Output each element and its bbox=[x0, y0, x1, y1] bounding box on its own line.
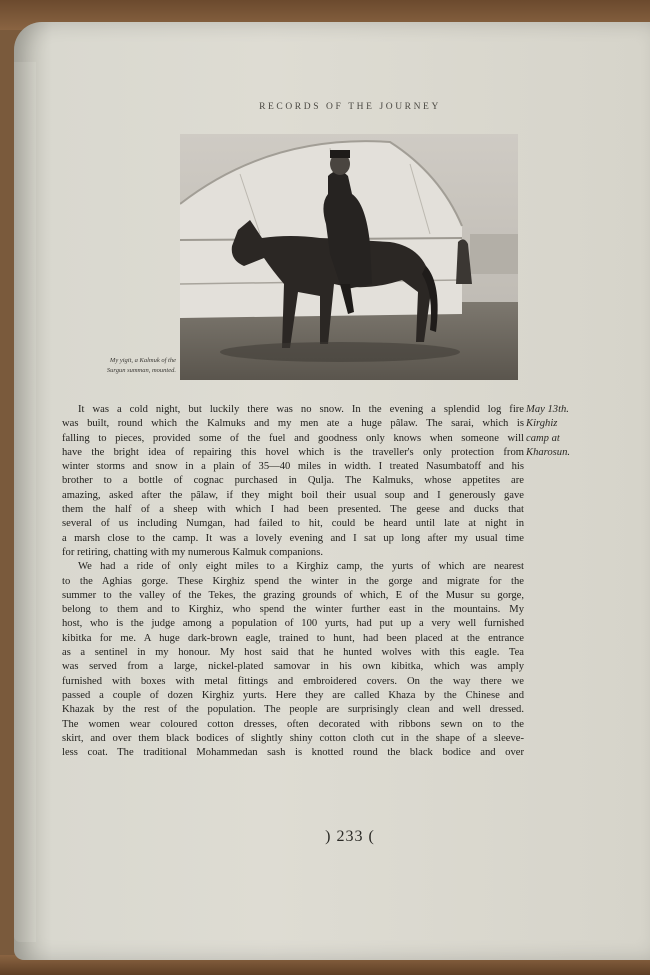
text-line: We had a ride of only eight miles to a Kirghiz camp, the yurts of which are nearest bbox=[78, 561, 524, 573]
text-line: for retiring, chatting with my numerous Kalmuk companions. bbox=[62, 546, 323, 558]
text-line: them the half of a sheep with which I had been presented. The geese and ducks that bbox=[62, 504, 524, 516]
caption-line: My yigit, a Kalmuk of the bbox=[109, 357, 176, 364]
margin-note-line: camp at bbox=[526, 432, 560, 444]
text-line: brother to a bottle of cognac purchased in Qulja. The Kalmuks, whose appetites are bbox=[62, 475, 524, 487]
photograph-kalmuk-horseman bbox=[180, 134, 518, 380]
text-line: The women wear coloured cotton dresses, often decorated with ribbons sewn on to the bbox=[62, 718, 524, 730]
body-text bbox=[62, 403, 524, 760]
text-line: was served from a large, nickel-plated samovar in his own kibitka, which was amply bbox=[62, 661, 524, 673]
text-line: It was a cold night, but luckily there was no snow. In the evening a splendid log fire bbox=[78, 404, 524, 415]
text-line: passed a couple of dozen Kirghiz yurts. Here they are called Khaza by the Chinese and bbox=[62, 689, 524, 701]
text-line: amazing, asked after the pâlaw, if they might boil their usual soup and I generously gave bbox=[62, 489, 524, 501]
text-line: skirt, and over them black bodices of slightly shiny cotton cloth cut in the shape of a sleeve- bbox=[62, 732, 524, 744]
page-number: ) 233 ( bbox=[325, 828, 375, 845]
distant-hills bbox=[470, 234, 518, 274]
margin-note-line: May 13th. bbox=[526, 404, 569, 415]
text-line: several of us including Numgan, had failed to hit, could be heard until late at night in bbox=[62, 518, 524, 530]
text-line: a marsh close to the camp. It was a lovely evening and I sat up long after my usual time bbox=[62, 532, 524, 544]
text-line: to the Aghias gorge. These Kirghiz spend the winter in the gorge and migrate for the bbox=[62, 575, 524, 587]
margin-note-line: Kirghiz bbox=[526, 418, 558, 430]
text-line: kibitka for me. A huge dark-brown eagle, trained to hunt, had been placed at the entrance bbox=[62, 632, 524, 644]
text-line: was built, round which the Kalmuks and my men ate a huge pâlaw. The sarai, which is bbox=[62, 418, 524, 430]
photo-caption bbox=[62, 356, 176, 376]
running-head: RECORDS OF THE JOURNEY bbox=[259, 102, 441, 112]
text-line: winter storms and snow in a plain of 35—40 miles in width. I treated Nasumbatoff and his bbox=[62, 461, 524, 473]
text-line: host, who is the judge among a population of 100 yurts, had put up a very well furnished bbox=[62, 618, 524, 630]
margin-note bbox=[526, 403, 606, 460]
text-line: falling to pieces, provided some of the fuel and goodness only knows when someone will bbox=[62, 432, 524, 444]
page-edge bbox=[14, 62, 36, 942]
text-line: as a sentinel in my honour. My host said that he hunted wolves with this eagle. Tea bbox=[62, 647, 524, 659]
text-line: furnished with boxes with metal fittings and embroidered covers. On the way there we bbox=[62, 675, 524, 687]
text-line: less coat. The traditional Mohammedan sash is knotted round the black bodice and over bbox=[62, 747, 524, 759]
margin-note-line: Kharosun. bbox=[526, 446, 571, 458]
caption-line: Surgun summan, mounted. bbox=[106, 367, 176, 374]
photo-illustration bbox=[180, 134, 518, 380]
rider-hat bbox=[330, 150, 350, 158]
text-line: summer to the valley of the Tekes, the grazing grounds of which, E of the Musur su gorge, bbox=[62, 589, 524, 601]
text-line: belong to them and to Kirghiz, who spend the winter further east in the mountains. My bbox=[62, 604, 524, 616]
text-line: have the bright idea of repairing this hovel which is the traveller's only protection from bbox=[62, 446, 524, 458]
text-line: Khazak by the rest of the population. The people are surprisingly clean and well dressed. bbox=[62, 704, 524, 716]
shadow bbox=[220, 342, 460, 362]
